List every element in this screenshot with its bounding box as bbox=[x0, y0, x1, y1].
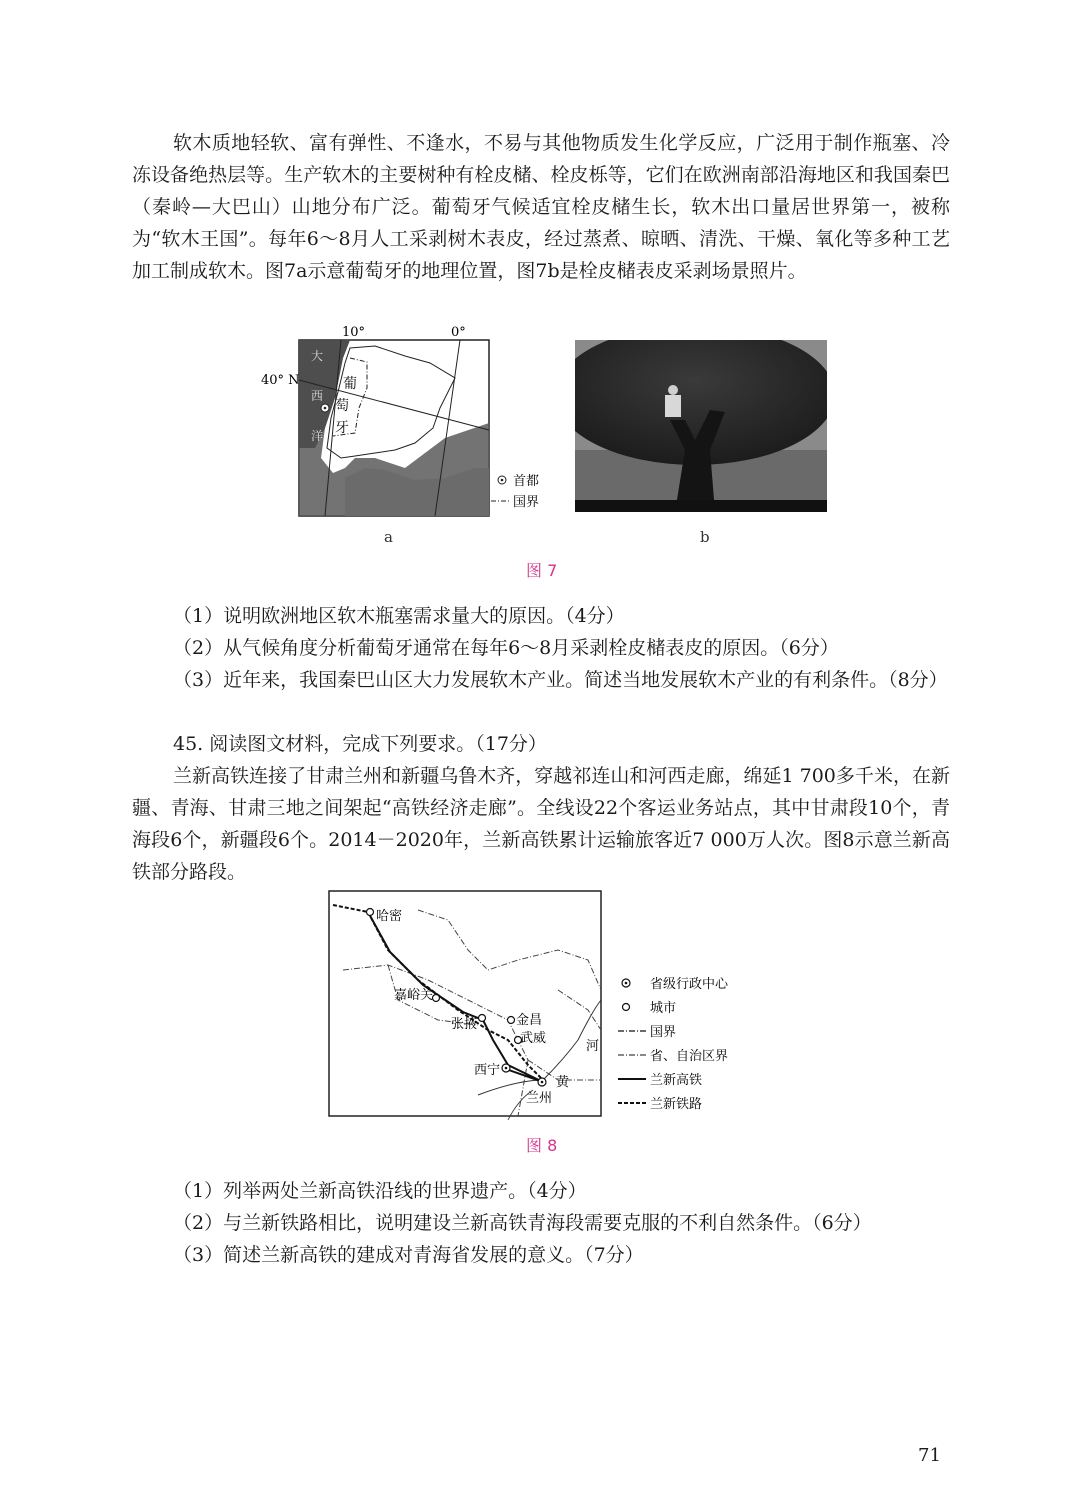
lon-0-label: 0° bbox=[451, 325, 466, 340]
city-wuwei: 武威 bbox=[520, 1031, 547, 1046]
q45-paragraph: 兰新高铁连接了甘肃兰州和新疆乌鲁木齐，穿越祁连山和河西走廊，绵延1 700多千米，在新疆、青海、甘肃三地之间架起“高铁经济走廊”。全线设22个客运业务站点，其中甘肃段10个，青海段6个，新疆段6个。2014－2020年，兰新高铁累计运输旅客近7 000万人次。图8示意兰新高铁部分路段。 bbox=[132, 765, 950, 883]
q44-part2: （2）从气候角度分析葡萄牙通常在每年6～8月采剥栓皮槠表皮的原因。（6分） bbox=[173, 637, 839, 659]
country-char-2: 萄 bbox=[335, 398, 349, 414]
country-char-1: 葡 bbox=[343, 376, 357, 392]
q45-part3: （3）简述兰新高铁的建成对青海省发展的意义。（7分） bbox=[173, 1244, 644, 1266]
ocean-char-3: 洋 bbox=[311, 429, 324, 443]
city-jiayuguan: 嘉峪关 bbox=[394, 988, 434, 1003]
q45-part2: （2）与兰新铁路相比，说明建设兰新高铁青海段需要克服的不利自然条件。（6分） bbox=[173, 1212, 872, 1234]
legend-city: 城市 bbox=[650, 1001, 677, 1016]
country-char-3: 牙 bbox=[335, 420, 349, 436]
q44-part3: （3）近年来，我国秦巴山区大力发展软木产业。简述当地发展软木产业的有利条件。（8分） bbox=[173, 669, 948, 691]
legend-national-border: 国界 bbox=[650, 1025, 677, 1040]
legend-railway: 兰新铁路 bbox=[650, 1097, 703, 1112]
cork-tree-photo bbox=[575, 340, 827, 512]
lat-40-label: 40° N bbox=[261, 373, 300, 388]
city-xining: 西宁 bbox=[474, 1063, 501, 1078]
legend-capital: 首都 bbox=[513, 474, 540, 489]
legend-provincial-center: 省级行政中心 bbox=[650, 977, 729, 992]
legend-border: 国界 bbox=[513, 495, 540, 510]
city-hami: 哈密 bbox=[376, 909, 403, 924]
lanxin-hsr-map bbox=[328, 890, 748, 1120]
portugal-map bbox=[255, 318, 565, 523]
page-number: 71 bbox=[918, 1445, 941, 1466]
river-char-2: 河 bbox=[586, 1039, 600, 1054]
figure8-caption: 图 8 bbox=[526, 1136, 558, 1155]
lon-10-label: 10° bbox=[342, 325, 366, 340]
q44-part1: （1）说明欧洲地区软木瓶塞需求量大的原因。（4分） bbox=[173, 605, 625, 627]
q45-part1: （1）列举两处兰新高铁沿线的世界遗产。（4分） bbox=[173, 1180, 587, 1202]
ocean-char-2: 西 bbox=[311, 389, 324, 403]
intro-paragraph: 软木质地轻软、富有弹性、不逢水，不易与其他物质发生化学反应，广泛用于制作瓶塞、冷冻设备绝热层等。生产软木的主要树种有栓皮槠、栓皮栎等，它们在欧洲南部沿海地区和我国秦巴（秦岭—大巴山）山地分布广泛。葡萄牙气候适宜栓皮槠生长，软木出口量居世界第一，被称为“软木王国”。每年6～8月人工采剥树木表皮，经过蒸煮、晾晒、清洗、干燥、氧化等多种工艺加工制成软木。图7a示意葡萄牙的地理位置，图7b是栓皮槠表皮采剥场景照片。 bbox=[132, 132, 950, 282]
city-zhangye: 张掖 bbox=[451, 1017, 478, 1032]
river-char-1: 黄 bbox=[556, 1075, 570, 1090]
city-lanzhou: 兰州 bbox=[526, 1091, 553, 1106]
figure7-caption: 图 7 bbox=[526, 561, 558, 580]
figure7b-label: b bbox=[700, 528, 710, 546]
ocean-char-1: 大 bbox=[311, 349, 324, 363]
city-jinchang: 金昌 bbox=[516, 1013, 543, 1028]
q45-heading: 45. 阅读图文材料，完成下列要求。（17分） bbox=[173, 733, 547, 755]
figure7a-label: a bbox=[384, 528, 393, 546]
legend-hsr: 兰新高铁 bbox=[650, 1073, 703, 1088]
legend-provincial-border: 省、自治区界 bbox=[650, 1049, 729, 1064]
